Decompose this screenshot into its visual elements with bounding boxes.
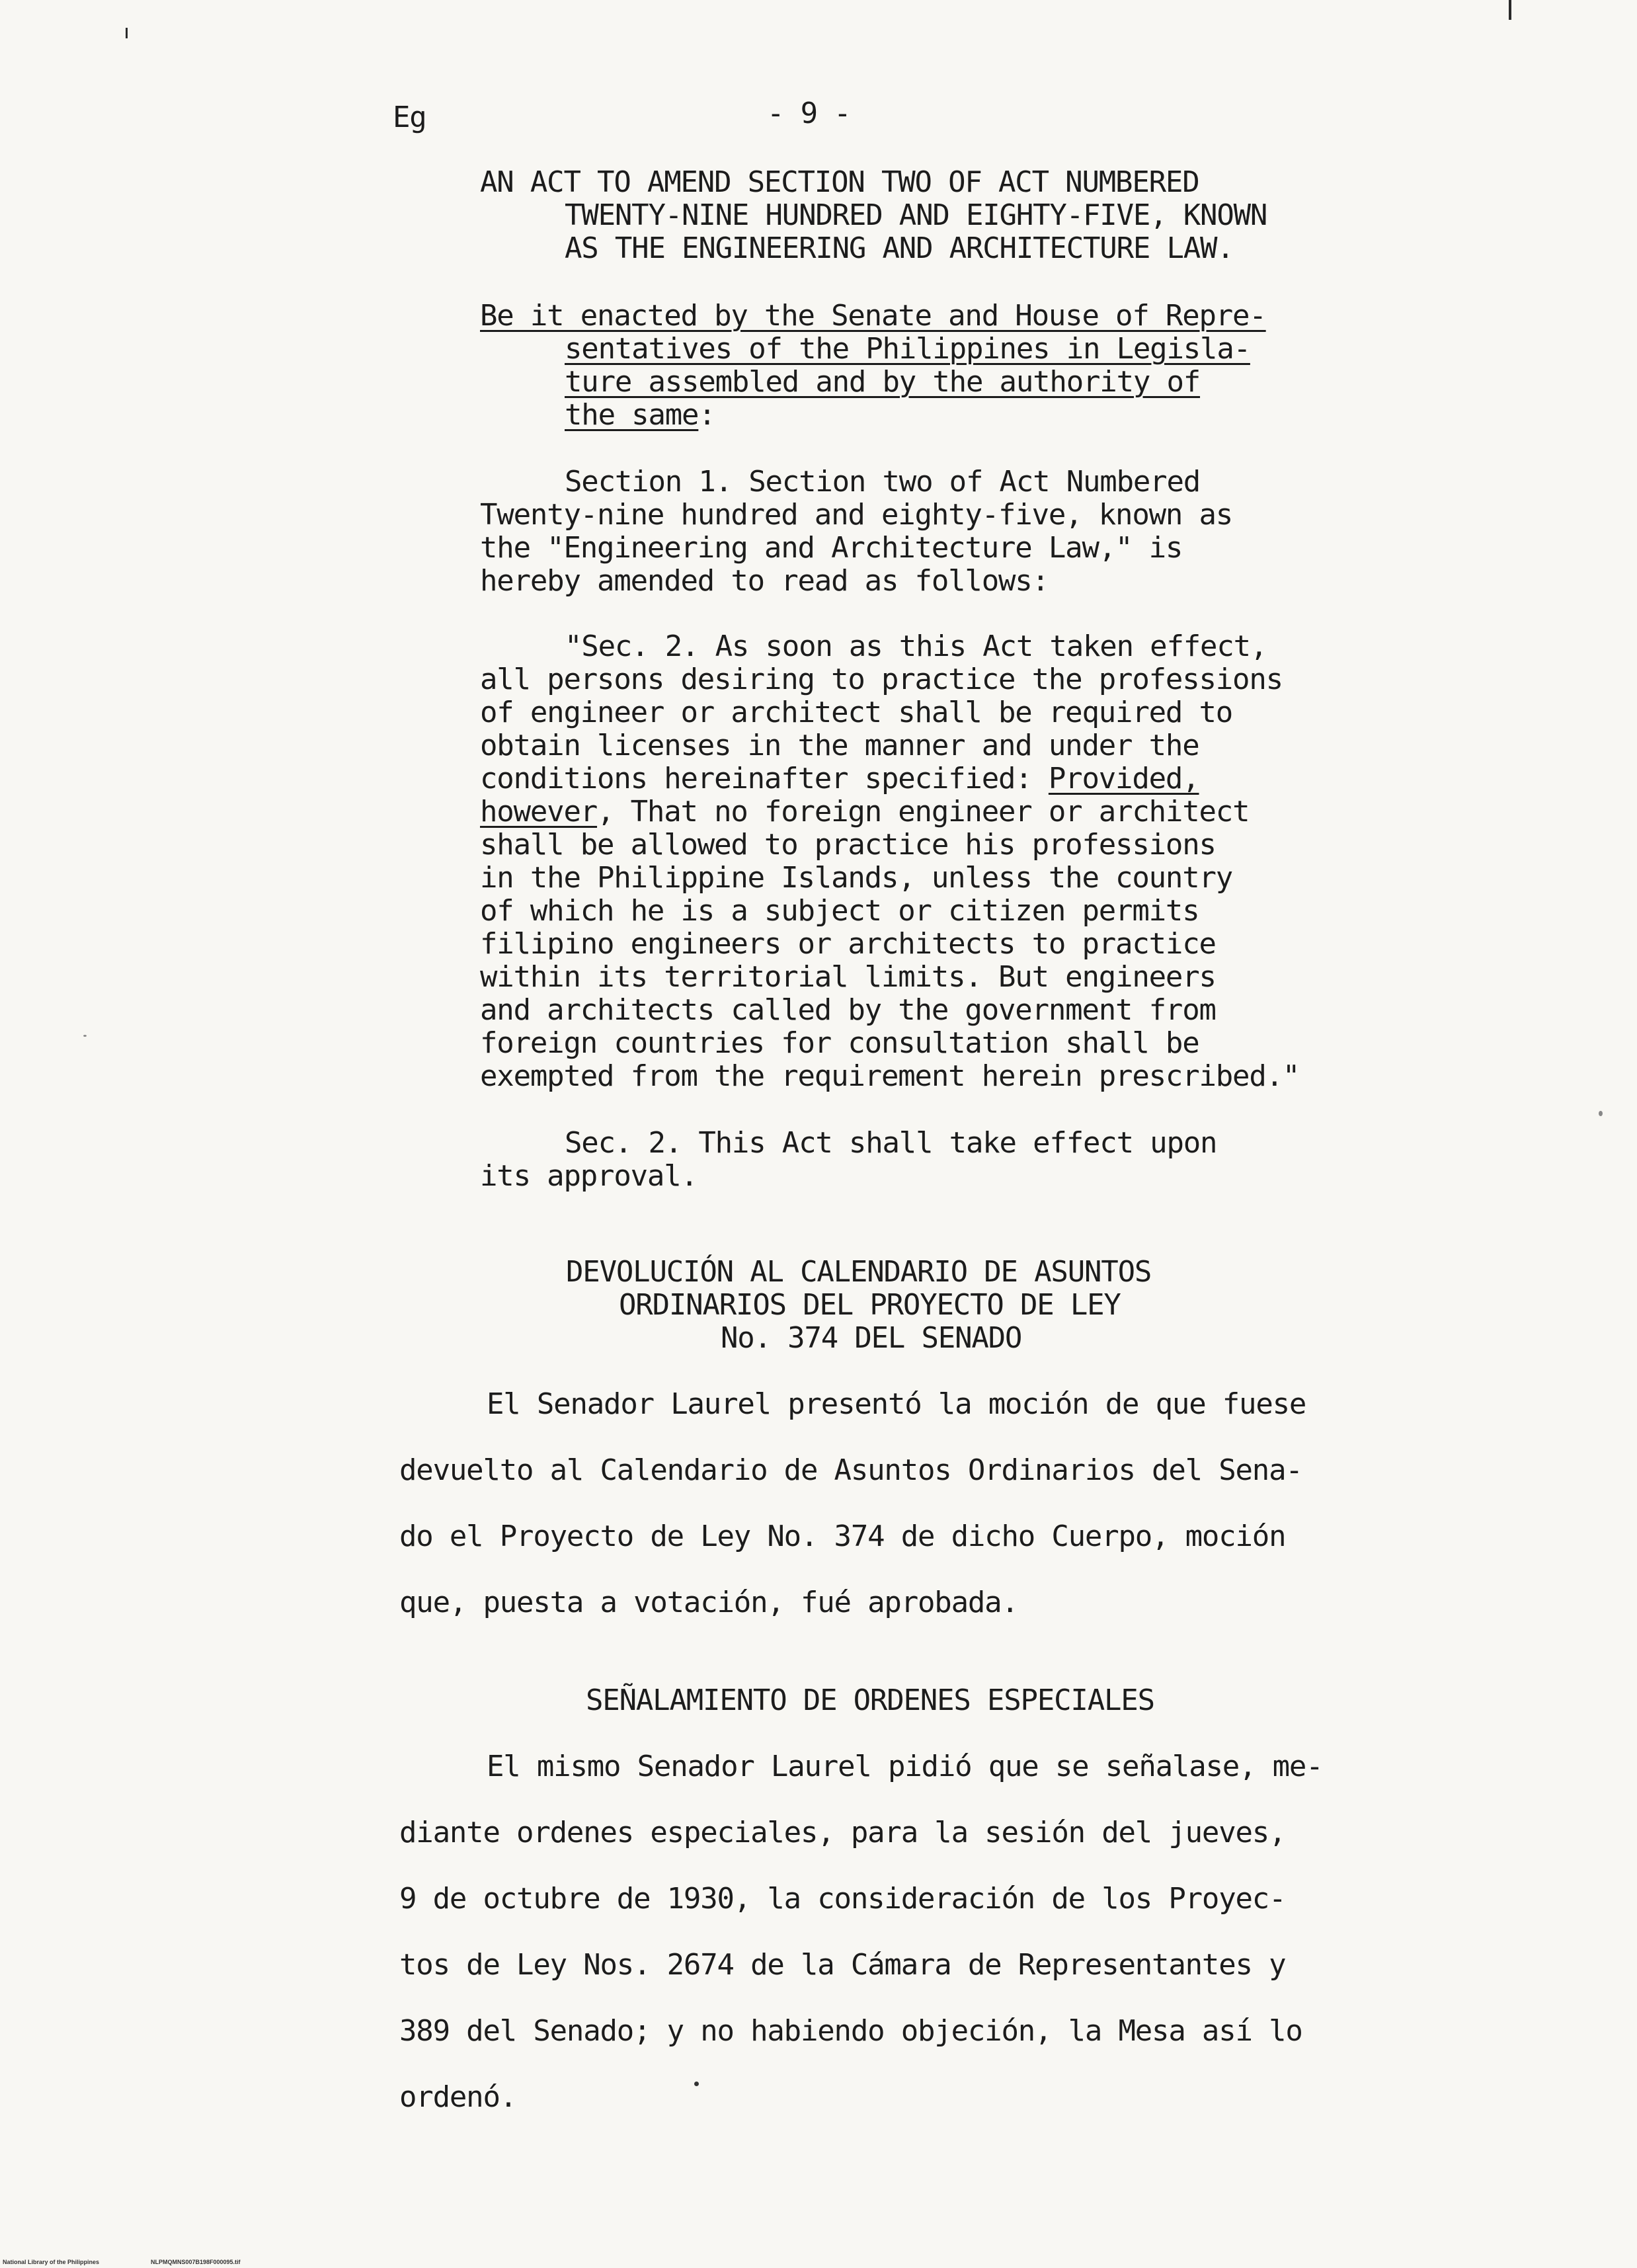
section1-line: the "Engineering and Architecture Law," is: [480, 531, 1183, 565]
devolucion-paragraph-line: devuelto al Calendario de Asuntos Ordinarios del Sena-: [399, 1453, 1302, 1487]
sec2-line: Sec. 2. This Act shall take effect upon: [565, 1126, 1217, 1160]
enacting-clause-line: sentatives of the Philippines in Legisla-: [565, 332, 1250, 366]
devolucion-heading-line: ORDINARIOS DEL PROYECTO DE LEY: [619, 1288, 1121, 1322]
enacting-clause-line: ture assembled and by the authority of: [565, 365, 1201, 399]
quoted-sec2-line: exempted from the requirement herein prescribed.": [480, 1059, 1300, 1093]
devolucion-heading-line: No. 374 DEL SENADO: [721, 1321, 1022, 1355]
senalamiento-heading: SEÑALAMIENTO DE ORDENES ESPECIALES: [586, 1683, 1154, 1717]
quoted-sec2-line: shall be allowed to practice his professions: [480, 828, 1216, 862]
bill-title-line: AS THE ENGINEERING AND ARCHITECTURE LAW.: [565, 231, 1234, 265]
quoted-sec2-line: of which he is a subject or citizen permits: [480, 894, 1199, 928]
enacting-clause-colon: :: [698, 398, 715, 432]
devolucion-heading-line: DEVOLUCIÓN AL CALENDARIO DE ASUNTOS: [566, 1255, 1152, 1289]
senalamiento-paragraph-line: diante ordenes especiales, para la sesión del jueves,: [399, 1816, 1286, 1849]
quoted-sec2-text: conditions hereinafter specified:: [480, 762, 1049, 795]
quoted-sec2-line: [480, 795, 1249, 829]
quoted-sec2-text: , That no foreign engineer or architect: [597, 795, 1250, 829]
section1-line: hereby amended to read as follows:: [480, 564, 1049, 598]
bill-title-line: TWENTY-NINE HUNDRED AND EIGHTY-FIVE, KNOWN: [565, 198, 1267, 232]
scan-speck: [1599, 1111, 1603, 1116]
senalamiento-paragraph-line: 389 del Senado; y no habiendo objeción, la Mesa así lo: [399, 2014, 1302, 2048]
quoted-sec2-line: "Sec. 2. As soon as this Act taken effect,: [565, 629, 1267, 663]
quoted-sec2-line: within its territorial limits. But engineers: [480, 960, 1216, 994]
section1-line: Section 1. Section two of Act Numbered: [565, 465, 1201, 499]
devolucion-paragraph-line: que, puesta a votación, fué aprobada.: [399, 1586, 1018, 1619]
quoted-sec2-line: obtain licenses in the manner and under the: [480, 729, 1199, 762]
footer-library-name: National Library of the Philippines: [3, 2259, 100, 2265]
enacting-clause-the-same: the same: [565, 398, 699, 432]
enacting-clause-line: Be it enacted by the Senate and House of Repre-: [480, 299, 1266, 333]
section1-line: Twenty-nine hundred and eighty-five, known as: [480, 498, 1233, 532]
footer-file-id: NLPMQMNS007B198F000095.tif: [151, 2259, 241, 2265]
senalamiento-paragraph-line: tos de Ley Nos. 2674 de la Cámara de Representantes y: [399, 1948, 1286, 1982]
devolucion-paragraph-line: do el Proyecto de Ley No. 374 de dicho Cuerpo, moción: [399, 1519, 1286, 1553]
devolucion-paragraph-line: El Senador Laurel presentó la moción de que fuese: [487, 1387, 1306, 1421]
scan-speck: [694, 2082, 699, 2086]
provided-keyword: Provided,: [1048, 762, 1199, 795]
senalamiento-paragraph-line: ordenó.: [399, 2080, 517, 2114]
quoted-sec2-line: in the Philippine Islands, unless the country: [480, 861, 1233, 895]
bill-title-line: AN ACT TO AMEND SECTION TWO OF ACT NUMBERED: [480, 165, 1199, 199]
quoted-sec2-line: filipino engineers or architects to practice: [480, 927, 1216, 961]
senalamiento-paragraph-line: El mismo Senador Laurel pidió que se señalase, me-: [487, 1750, 1323, 1783]
however-keyword: however: [480, 795, 598, 829]
scan-speck: [83, 1035, 87, 1037]
page-number: - 9 -: [767, 97, 851, 130]
enacting-clause-line: [565, 398, 715, 432]
quoted-sec2-line: all persons desiring to practice the professions: [480, 663, 1283, 696]
quoted-sec2-line: [480, 762, 1199, 795]
quoted-sec2-line: of engineer or architect shall be required to: [480, 696, 1233, 729]
quoted-sec2-line: and architects called by the government from: [480, 993, 1216, 1027]
quoted-sec2-line: foreign countries for consultation shall be: [480, 1026, 1199, 1060]
senalamiento-paragraph-line: 9 de octubre de 1930, la consideración de los Proyec-: [399, 1882, 1286, 1916]
scan-edge-mark: [1509, 0, 1511, 20]
sec2-line: its approval.: [480, 1159, 698, 1193]
scan-edge-mark: [126, 28, 128, 38]
page-initials: Eg: [393, 101, 426, 134]
